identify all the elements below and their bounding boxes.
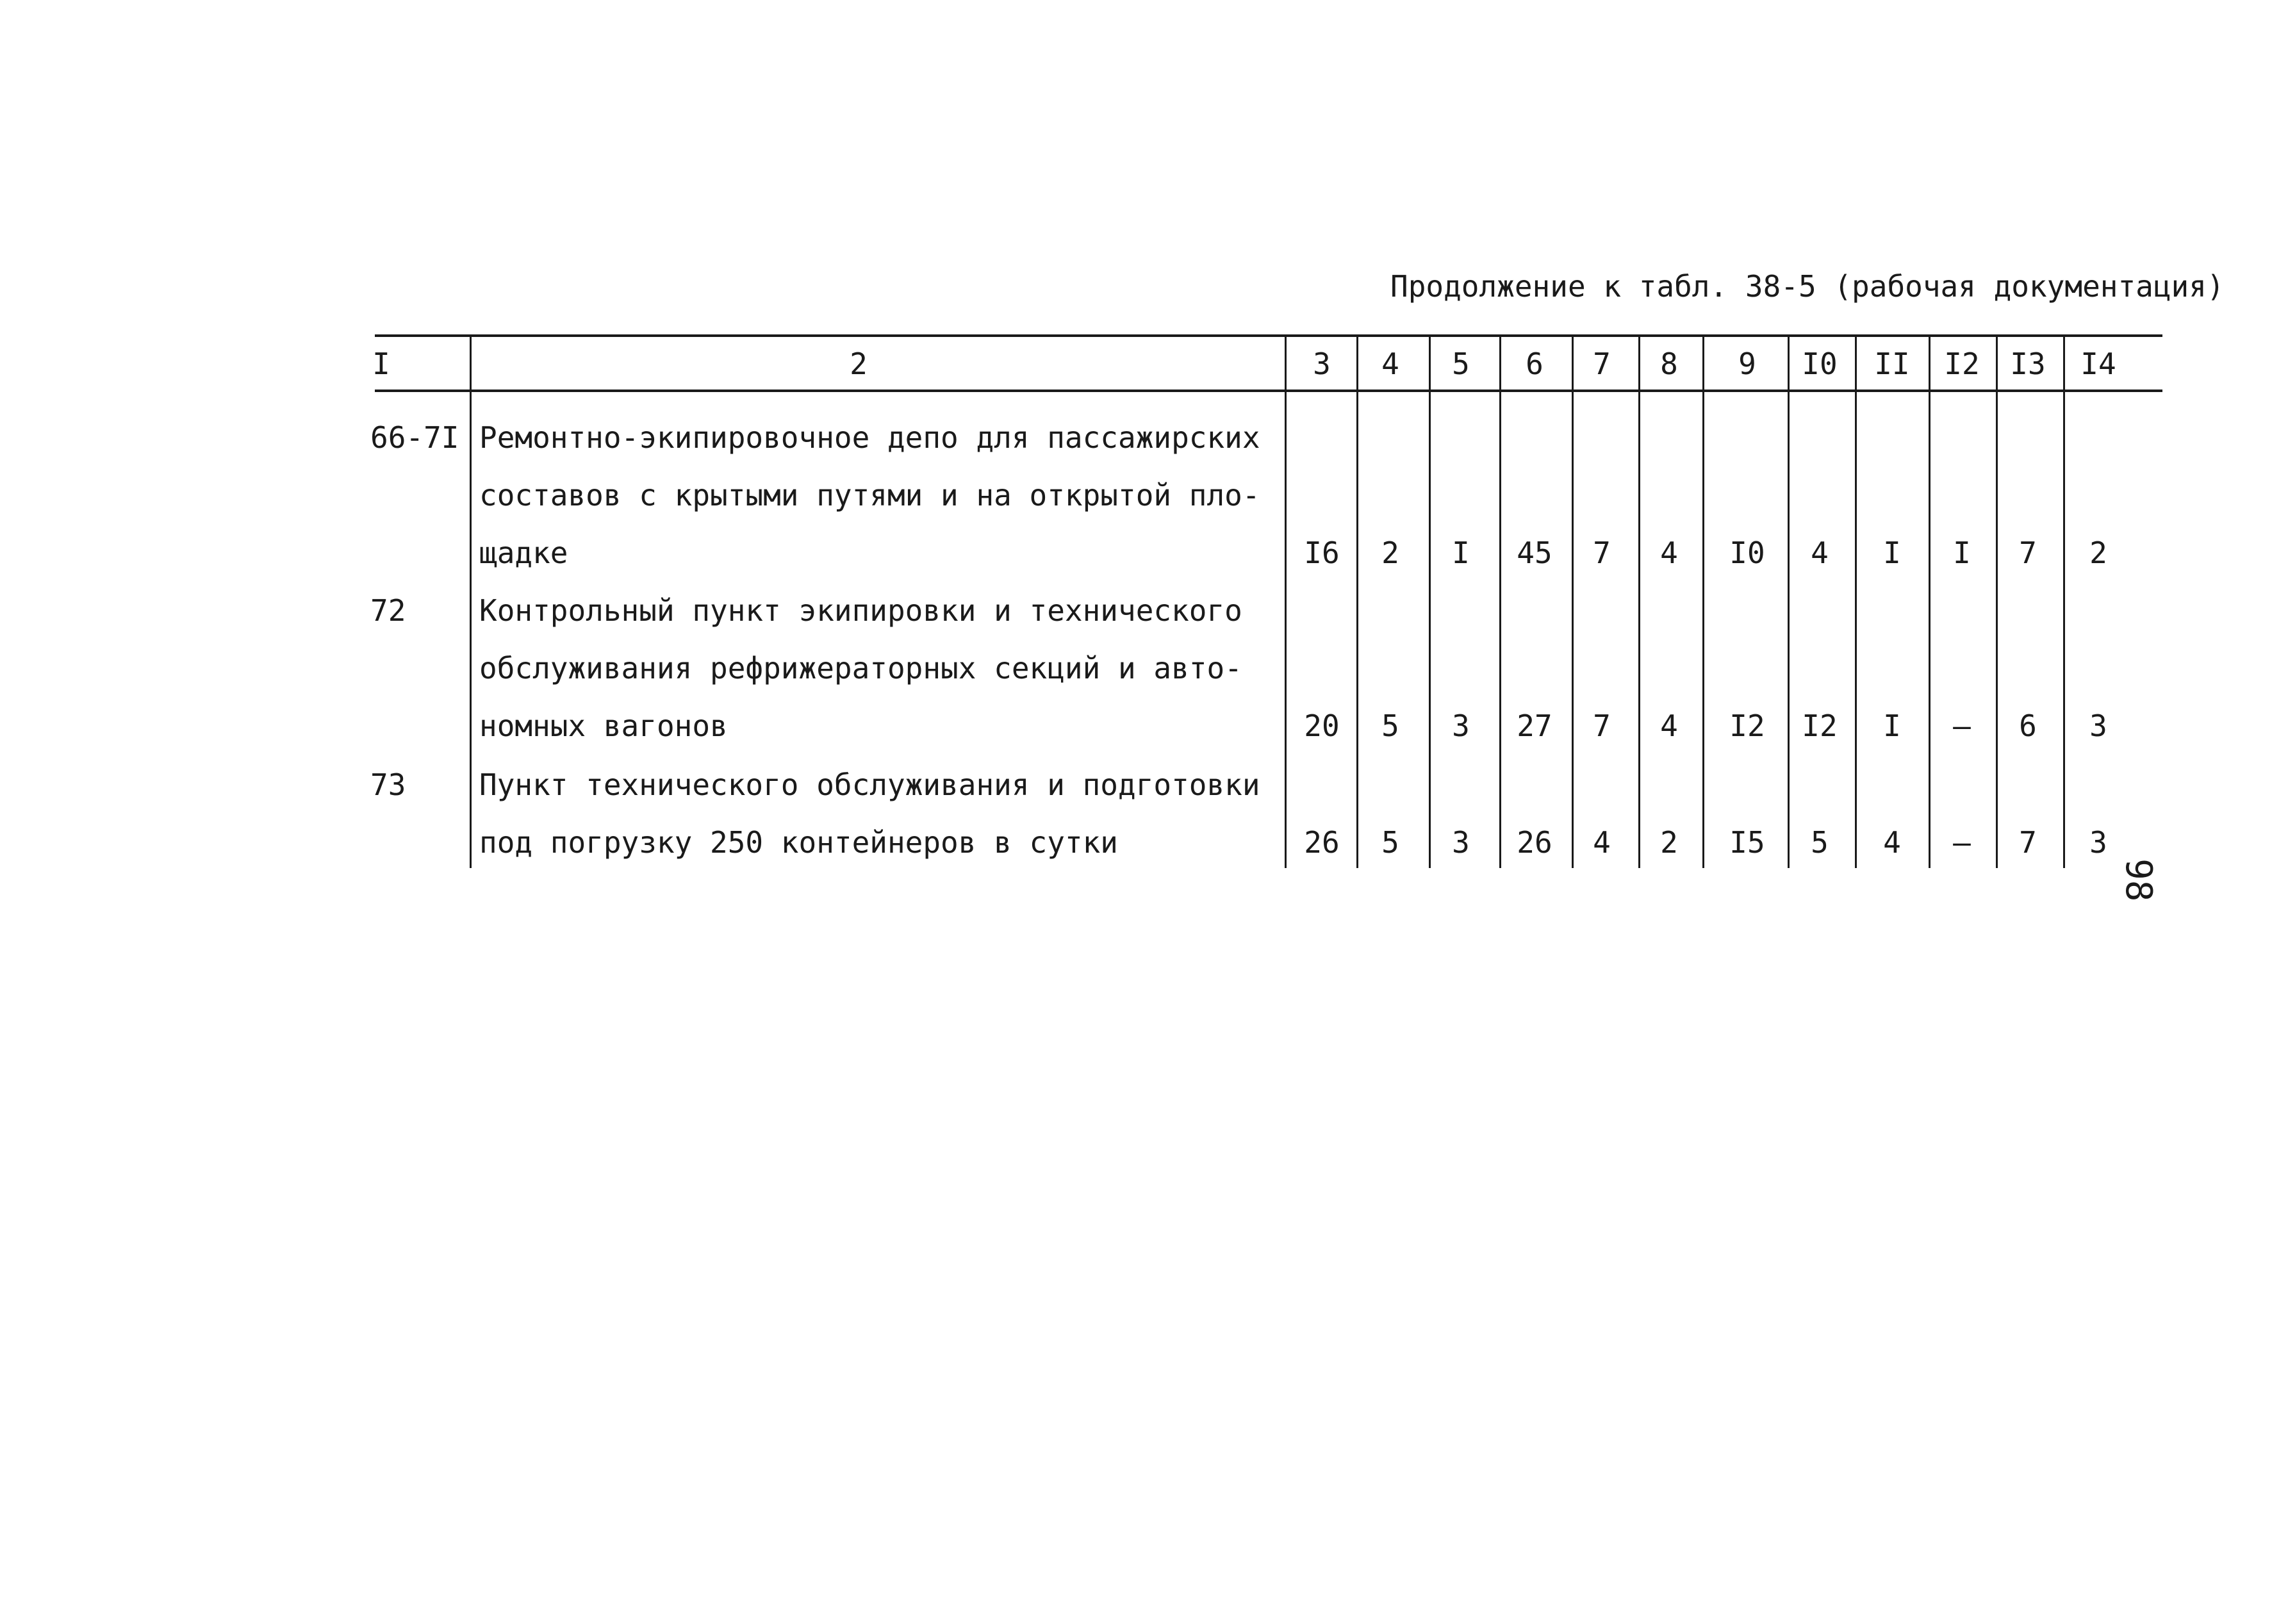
column-header: 6 xyxy=(1526,347,1543,381)
row-value-cell: 5 xyxy=(1381,709,1399,743)
row-name-line: под погрузку 250 контейнеров в сутки xyxy=(479,825,1118,860)
column-divider xyxy=(1429,336,1431,868)
row-name-line: Ремонтно-экипировочное депо для пассажирских xyxy=(479,420,1260,455)
row-value-cell: 6 xyxy=(2019,709,2037,743)
row-value-cell: I xyxy=(1953,536,1971,570)
column-header: 7 xyxy=(1593,347,1611,381)
row-value-cell: I0 xyxy=(1729,536,1765,570)
row-name-line: Пункт технического обслуживания и подготовки xyxy=(479,767,1260,802)
row-value-cell: I6 xyxy=(1304,536,1340,570)
row-value-cell: 2 xyxy=(1381,536,1399,570)
row-value-cell: 2 xyxy=(2089,536,2107,570)
table-continuation-heading: Продолжение к табл. 38-5 (рабочая документация) xyxy=(1390,269,2225,304)
column-header: 2 xyxy=(850,347,868,381)
row-value-cell: 7 xyxy=(1593,709,1611,743)
row-value-cell: I2 xyxy=(1802,709,1838,743)
row-id: 66-7I xyxy=(370,420,459,455)
row-value-cell: 4 xyxy=(1811,536,1829,570)
row-value-cell: 4 xyxy=(1883,825,1901,860)
row-value-cell: – xyxy=(1953,825,1971,860)
column-divider xyxy=(1855,336,1857,868)
row-value-cell: 5 xyxy=(1811,825,1829,860)
row-value-cell: 4 xyxy=(1593,825,1611,860)
row-value-cell: I xyxy=(1452,536,1470,570)
column-header: 3 xyxy=(1313,347,1331,381)
table-header-rule xyxy=(375,390,2162,392)
column-header: 4 xyxy=(1381,347,1399,381)
row-name-line: составов с крытыми путями и на открытой пло- xyxy=(479,478,1260,513)
table-top-rule xyxy=(375,334,2162,337)
column-divider xyxy=(1638,336,1640,868)
column-divider xyxy=(1702,336,1704,868)
row-name-line: щадке xyxy=(479,536,568,570)
row-name-line: Контрольный пункт экипировки и технического xyxy=(479,593,1242,628)
row-value-cell: 26 xyxy=(1517,825,1552,860)
column-divider xyxy=(1285,336,1287,868)
column-header: I3 xyxy=(2010,347,2046,381)
column-header: 9 xyxy=(1738,347,1756,381)
row-id: 72 xyxy=(370,593,406,628)
row-name-line: обслуживания рефрижераторных секций и авто- xyxy=(479,651,1242,685)
row-id: 73 xyxy=(370,767,406,802)
row-value-cell: I xyxy=(1883,536,1901,570)
column-header: II xyxy=(1874,347,1910,381)
column-header: I xyxy=(372,347,390,381)
column-divider xyxy=(470,336,472,868)
row-value-cell: 3 xyxy=(1452,825,1470,860)
column-header: 8 xyxy=(1660,347,1678,381)
row-value-cell: 4 xyxy=(1660,536,1678,570)
row-value-cell: 3 xyxy=(1452,709,1470,743)
row-value-cell: 7 xyxy=(1593,536,1611,570)
row-value-cell: 5 xyxy=(1381,825,1399,860)
row-value-cell: 7 xyxy=(2019,536,2037,570)
row-value-cell: 2 xyxy=(1660,825,1678,860)
row-value-cell: I5 xyxy=(1729,825,1765,860)
row-value-cell: 3 xyxy=(2089,709,2107,743)
row-value-cell: 20 xyxy=(1304,709,1340,743)
page-number: 98 xyxy=(2118,858,2159,902)
column-header: I2 xyxy=(1944,347,1980,381)
row-value-cell: 45 xyxy=(1517,536,1552,570)
row-name-line: номных вагонов xyxy=(479,709,728,743)
column-header: I4 xyxy=(2080,347,2116,381)
row-value-cell: 27 xyxy=(1517,709,1552,743)
row-value-cell: I2 xyxy=(1729,709,1765,743)
column-divider xyxy=(1788,336,1790,868)
row-value-cell: 7 xyxy=(2019,825,2037,860)
row-value-cell: 3 xyxy=(2089,825,2107,860)
column-divider xyxy=(1929,336,1930,868)
row-value-cell: 4 xyxy=(1660,709,1678,743)
column-header: 5 xyxy=(1452,347,1470,381)
row-value-cell: I xyxy=(1883,709,1901,743)
row-value-cell: 26 xyxy=(1304,825,1340,860)
column-divider xyxy=(1499,336,1501,868)
column-header: I0 xyxy=(1802,347,1838,381)
row-value-cell: – xyxy=(1953,709,1971,743)
column-divider xyxy=(1356,336,1358,868)
column-divider xyxy=(2063,336,2065,868)
column-divider xyxy=(1572,336,1574,868)
column-divider xyxy=(1996,336,1998,868)
